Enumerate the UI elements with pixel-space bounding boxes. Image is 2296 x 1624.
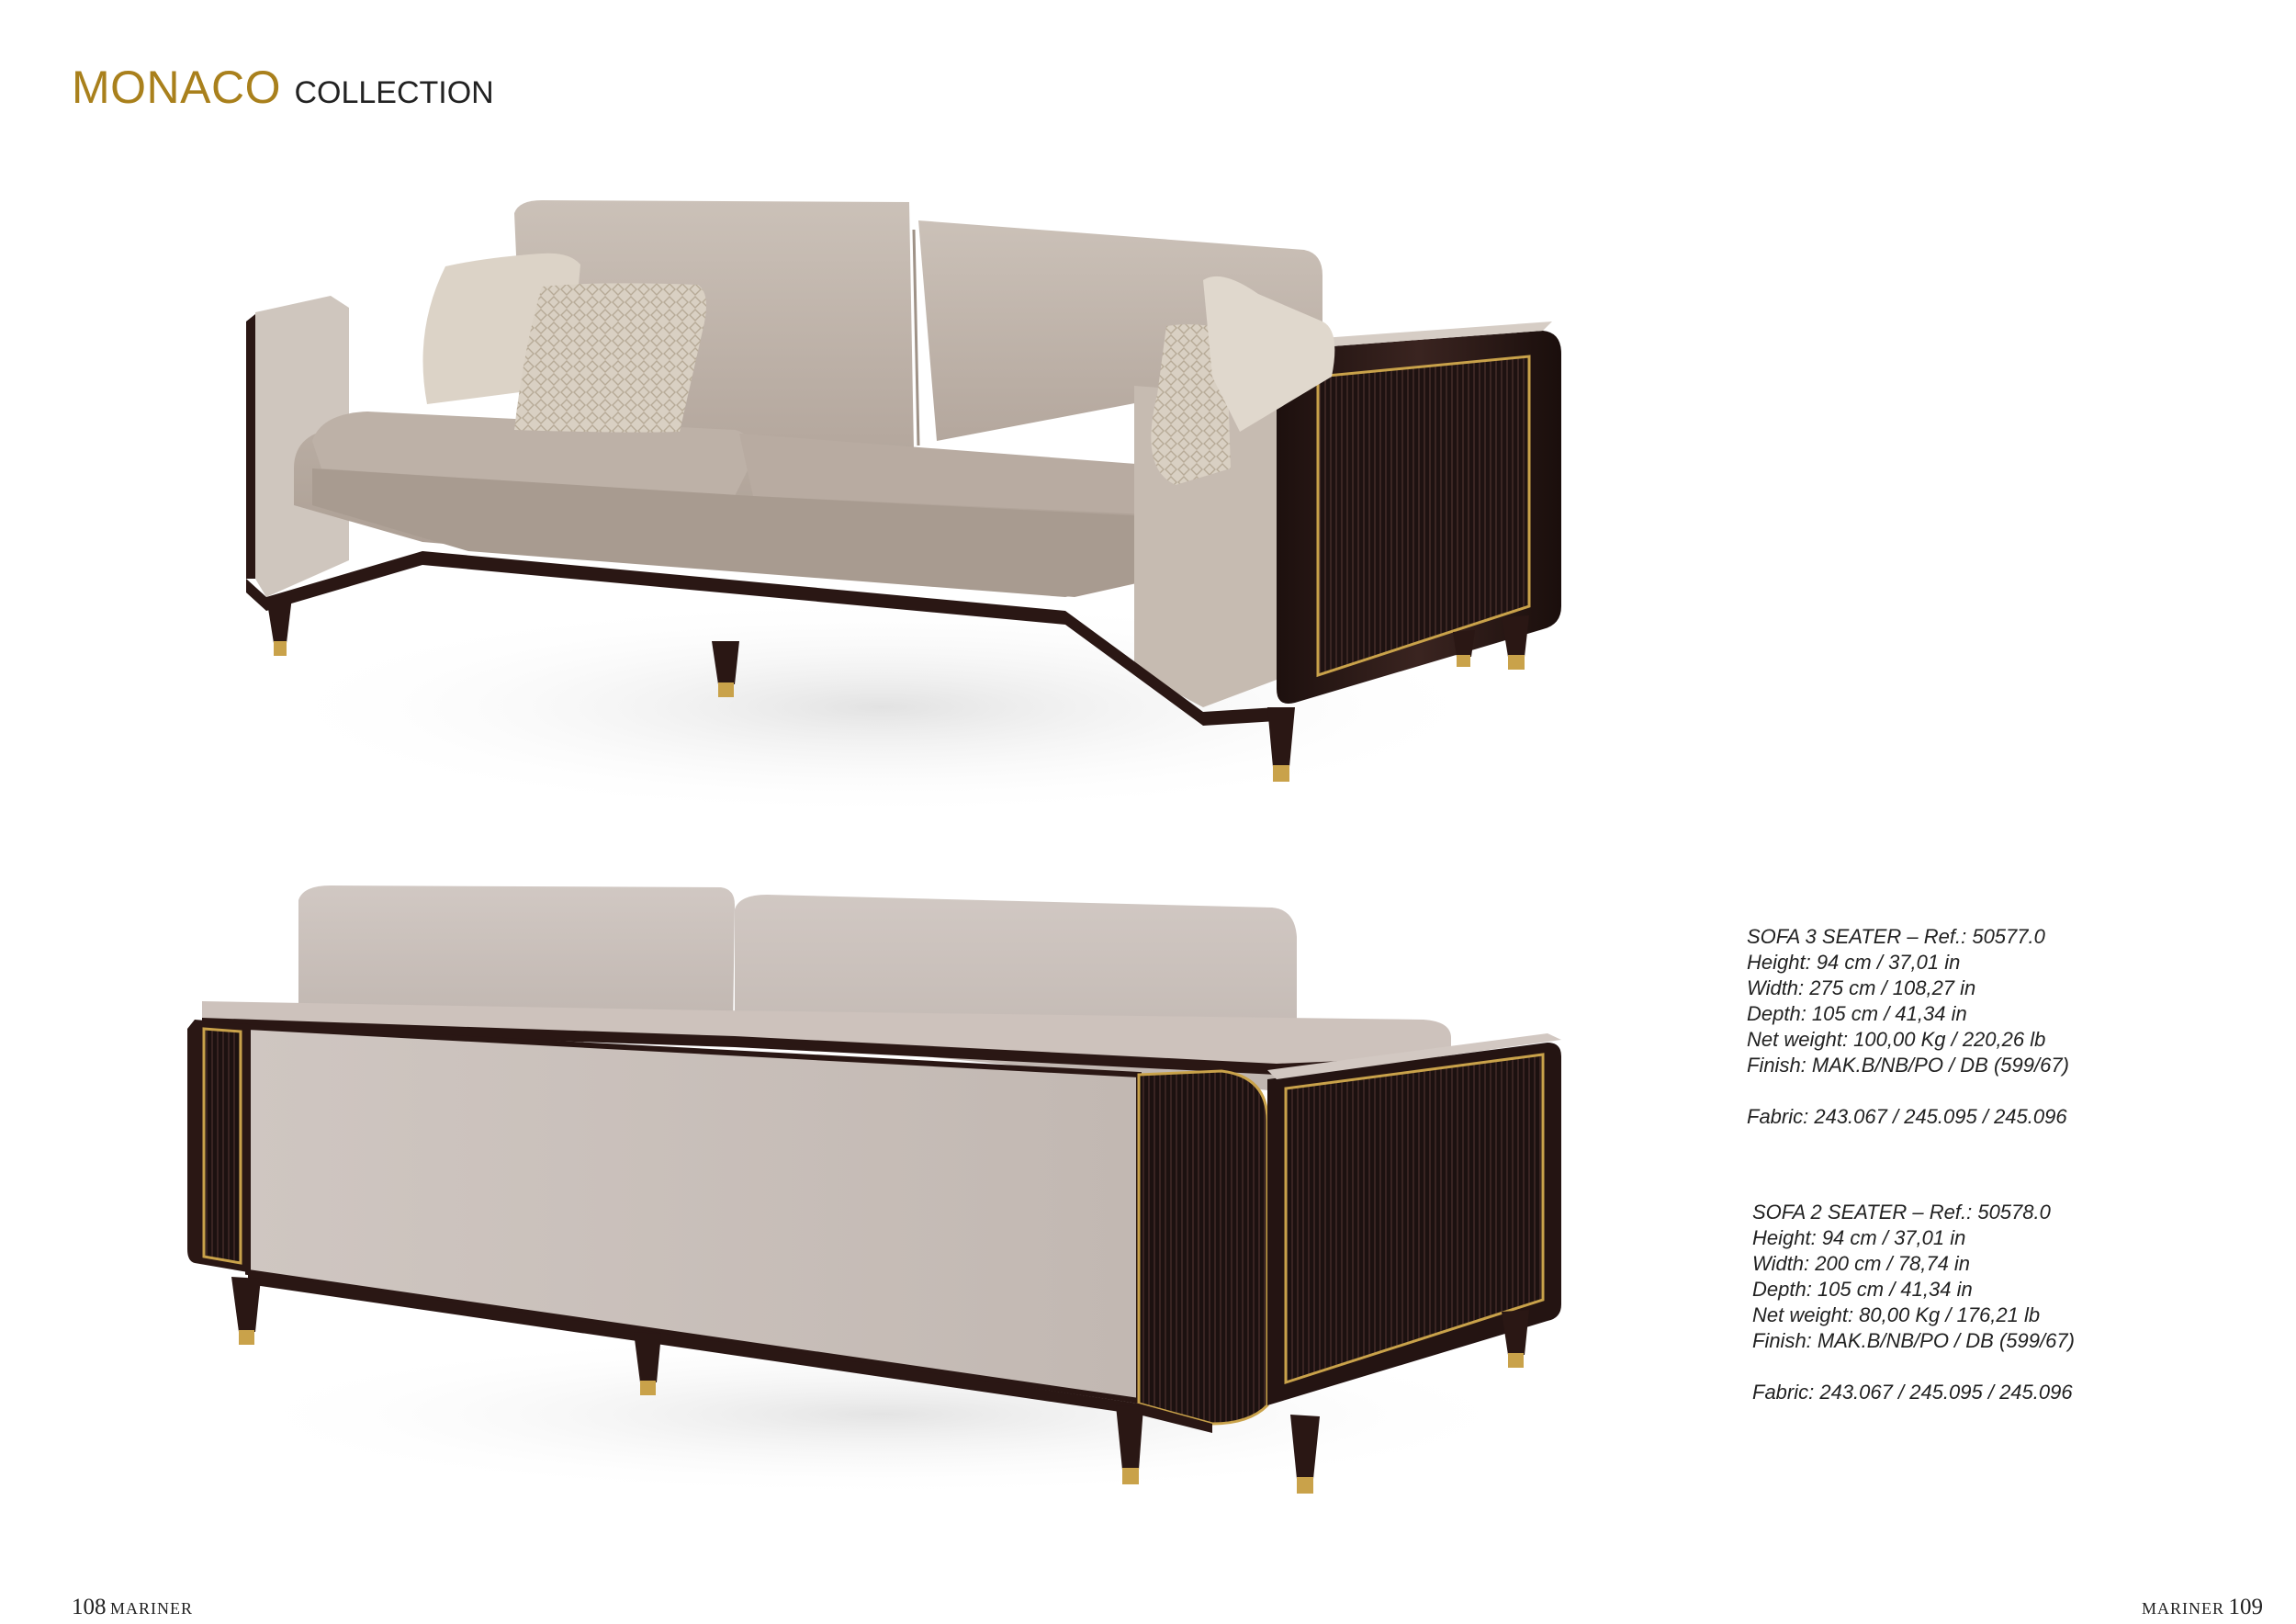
spec-net-weight: Net weight: 80,00 Kg / 176,21 lb — [1752, 1303, 2041, 1326]
spec-depth: Depth: 105 cm / 41,34 in — [1747, 1002, 1967, 1025]
collection-label: COLLECTION — [294, 75, 494, 110]
sofa-front-view-image — [239, 193, 1580, 854]
spec-net-weight: Net weight: 100,00 Kg / 220,26 lb — [1747, 1028, 2046, 1051]
spec-width: Width: 275 cm / 108,27 in — [1747, 976, 1976, 999]
spec-title: SOFA 3 SEATER – Ref.: 50577.0 — [1747, 925, 2045, 948]
spec-title: SOFA 2 SEATER – Ref.: 50578.0 — [1752, 1201, 2051, 1224]
page-number-right: 109 — [2228, 1595, 2263, 1619]
spec-width: Width: 200 cm / 78,74 in — [1752, 1252, 1971, 1275]
spec-height: Height: 94 cm / 37,01 in — [1752, 1226, 1966, 1249]
sofa-3-seater-specs — [1747, 924, 2069, 1130]
spec-finish: Finish: MAK.B/NB/PO / DB (599/67) — [1752, 1329, 2075, 1352]
spec-finish: Finish: MAK.B/NB/PO / DB (599/67) — [1747, 1054, 2069, 1077]
footer-left-folio — [72, 1595, 193, 1620]
page-number-left: 108 — [72, 1595, 107, 1619]
page-title — [72, 61, 494, 114]
sofa-rear-view-image — [184, 882, 1580, 1506]
spec-fabric: Fabric: 243.067 / 245.095 / 245.096 — [1752, 1381, 2073, 1404]
magazine-name-left: MARINER — [109, 1599, 193, 1618]
magazine-name-right: MARINER — [2142, 1599, 2225, 1618]
spec-height: Height: 94 cm / 37,01 in — [1747, 951, 1961, 974]
collection-brand-name: MONACO — [72, 62, 281, 113]
spec-depth: Depth: 105 cm / 41,34 in — [1752, 1278, 1973, 1301]
spec-fabric: Fabric: 243.067 / 245.095 / 245.096 — [1747, 1105, 2067, 1128]
sofa-2-seater-specs — [1752, 1200, 2075, 1405]
footer-right-folio — [2142, 1595, 2263, 1620]
